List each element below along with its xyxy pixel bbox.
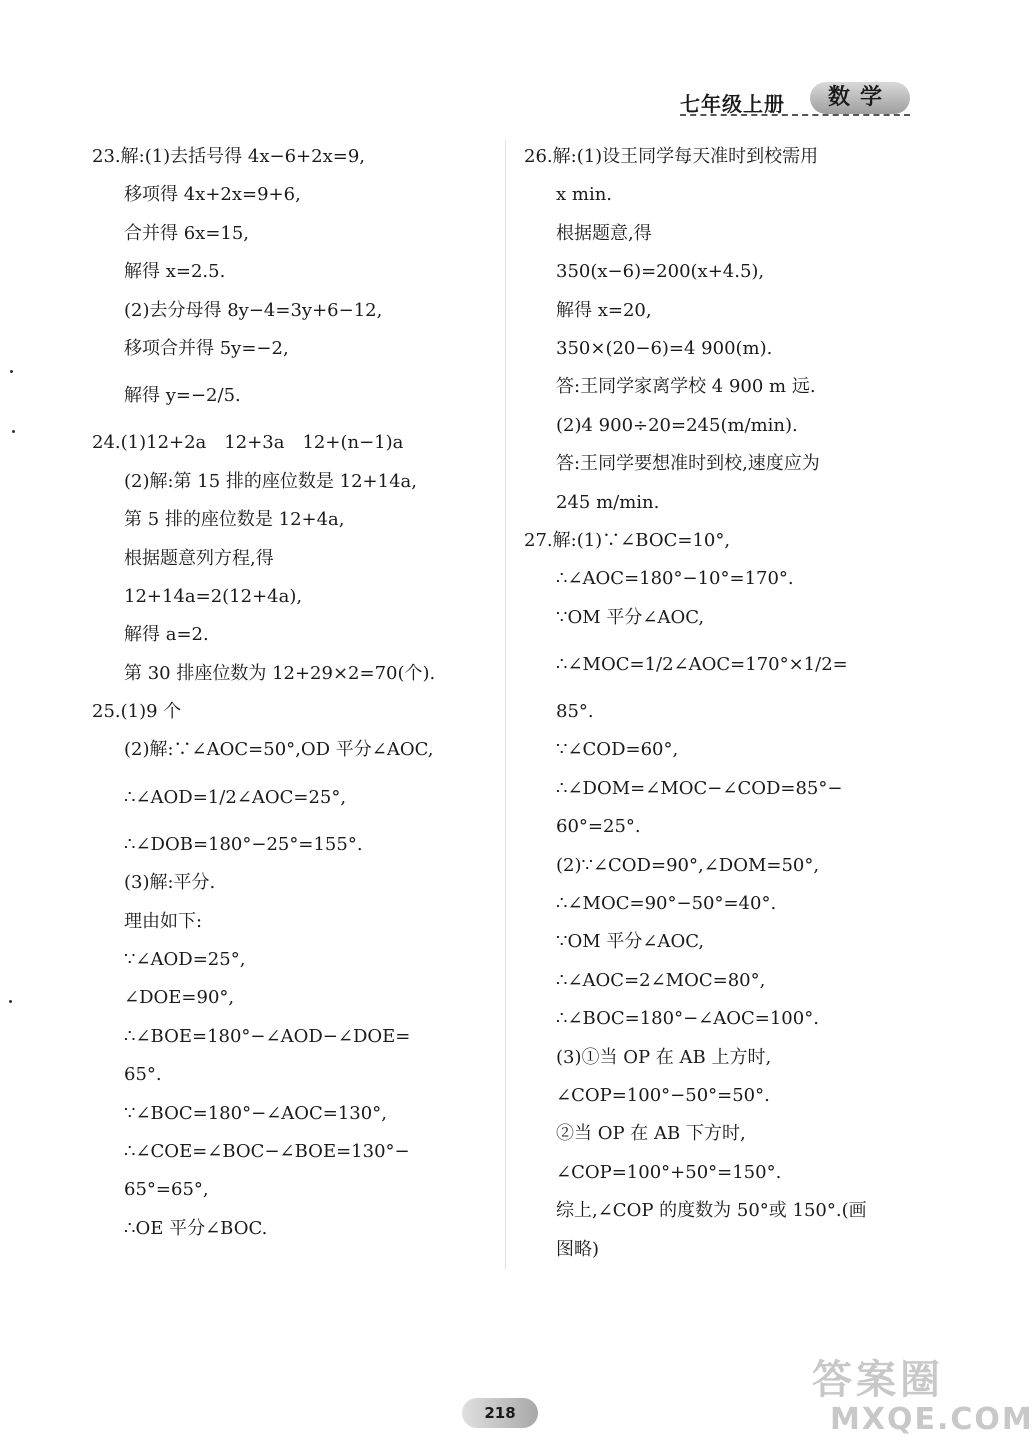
page-header — [680, 78, 910, 118]
answer-line: ②当 OP 在 AB 下方时, — [556, 1123, 746, 1145]
answer-line: 答:王同学家离学校 4 900 m 远. — [556, 376, 816, 398]
header-divider — [680, 114, 910, 116]
answer-line: 理由如下: — [124, 910, 203, 932]
answer-line: 合并得 6x=15, — [124, 222, 250, 244]
answer-line: ∵∠AOD=25°, — [124, 949, 246, 971]
answer-line: ∴∠DOM=∠MOC−∠COD=85°− — [556, 777, 843, 799]
answer-line: ∵∠COD=60°, — [556, 739, 679, 761]
answer-line: (2)解:第 15 排的座位数是 12+14a, — [124, 470, 417, 492]
answer-line: 65°. — [124, 1064, 162, 1086]
answer-line: (2)解:∵∠AOC=50°,OD 平分∠AOC, — [124, 739, 434, 761]
answer-line: 27.解:(1)∵∠BOC=10°, — [524, 529, 731, 551]
answer-line: (3)解:平分. — [124, 872, 216, 894]
scan-speck — [9, 1000, 12, 1003]
answer-line: ∵OM 平分∠AOC, — [556, 931, 705, 953]
answer-line: (2)∵∠COD=90°,∠DOM=50°, — [556, 854, 820, 876]
scan-speck — [12, 430, 15, 433]
scan-speck — [10, 370, 13, 373]
answer-line: 60°=25°. — [556, 816, 641, 838]
answer-line: 350×(20−6)=4 900(m). — [556, 337, 773, 359]
answer-line: 26.解:(1)设王同学每天准时到校需用 — [524, 146, 819, 167]
answer-line: ∴∠MOC=1/2∠AOC=170°×1/2= — [556, 654, 848, 676]
answer-line: (2)去分母得 8y−4=3y+6−12, — [124, 299, 383, 321]
answer-line: 根据题意列方程,得 — [124, 547, 274, 569]
answer-line: 解得 y=−2/5. — [124, 385, 241, 407]
answer-line: ∠COP=100°+50°=150°. — [556, 1161, 782, 1183]
answer-line: ∵OM 平分∠AOC, — [556, 606, 705, 628]
grade-label: 七年级上册 — [680, 92, 785, 116]
answer-line: 245 m/min. — [556, 491, 660, 513]
watermark-url: MXQE.COM — [830, 1402, 1034, 1437]
answer-line: 移项得 4x+2x=9+6, — [124, 184, 301, 206]
answer-line: 350(x−6)=200(x+4.5), — [556, 261, 765, 283]
answer-line: 综上,∠COP 的度数为 50°或 150°.(画 — [556, 1200, 867, 1222]
answer-line: ∴∠MOC=90°−50°=40°. — [556, 893, 777, 915]
answer-line: ∠COP=100°−50°=50°. — [556, 1084, 770, 1106]
answer-line: 25.(1)9 个 — [92, 701, 182, 723]
answer-line: 23.解:(1)去括号得 4x−6+2x=9, — [92, 146, 365, 167]
answer-line: 答:王同学要想准时到校,速度应为 — [556, 453, 820, 475]
answer-line: (3)①当 OP 在 AB 上方时, — [556, 1046, 772, 1068]
answer-line: 根据题意,得 — [556, 222, 652, 244]
answer-line: 解得 x=20, — [556, 299, 652, 321]
answer-line: ∴∠AOC=2∠MOC=80°, — [556, 969, 766, 991]
answer-line: ∴∠DOB=180°−25°=155°. — [124, 833, 363, 855]
answer-line: ∠DOE=90°, — [124, 987, 235, 1009]
answer-line: ∵∠BOC=180°−∠AOC=130°, — [124, 1102, 387, 1124]
answer-line: ∴OE 平分∠BOC. — [124, 1217, 268, 1239]
answer-line: ∴∠AOD=1/2∠AOC=25°, — [124, 786, 347, 808]
answer-line: 24.(1)12+2a 12+3a 12+(n−1)a — [92, 432, 404, 454]
column-divider — [505, 140, 506, 1270]
answer-line: 第 5 排的座位数是 12+4a, — [124, 509, 345, 531]
answer-line: x min. — [556, 184, 613, 206]
answer-line: 解得 a=2. — [124, 624, 209, 646]
watermark-text: 答案圈 — [812, 1357, 944, 1403]
page-number: 218 — [462, 1398, 538, 1428]
answer-line: 65°=65°, — [124, 1179, 209, 1201]
left-answer-column — [92, 138, 492, 1248]
answer-line: 85°. — [556, 701, 594, 723]
answer-line: ∴∠COE=∠BOC−∠BOE=130°− — [124, 1140, 410, 1162]
answer-line: ∴∠BOE=180°−∠AOD−∠DOE= — [124, 1025, 411, 1047]
answer-line: 移项合并得 5y=−2, — [124, 337, 289, 359]
subject-badge: 数学 — [810, 82, 910, 114]
answer-line: 12+14a=2(12+4a), — [124, 585, 303, 607]
answer-line: ∴∠AOC=180°−10°=170°. — [556, 568, 794, 590]
right-answer-column — [524, 138, 914, 1269]
watermark-logo — [800, 1348, 1034, 1444]
answer-line: 解得 x=2.5. — [124, 261, 226, 283]
answer-line: 第 30 排座位数为 12+29×2=70(个). — [124, 662, 436, 684]
answer-line: ∴∠BOC=180°−∠AOC=100°. — [556, 1008, 819, 1030]
answer-line: (2)4 900÷20=245(m/min). — [556, 414, 798, 436]
answer-line: 图略) — [556, 1238, 600, 1260]
